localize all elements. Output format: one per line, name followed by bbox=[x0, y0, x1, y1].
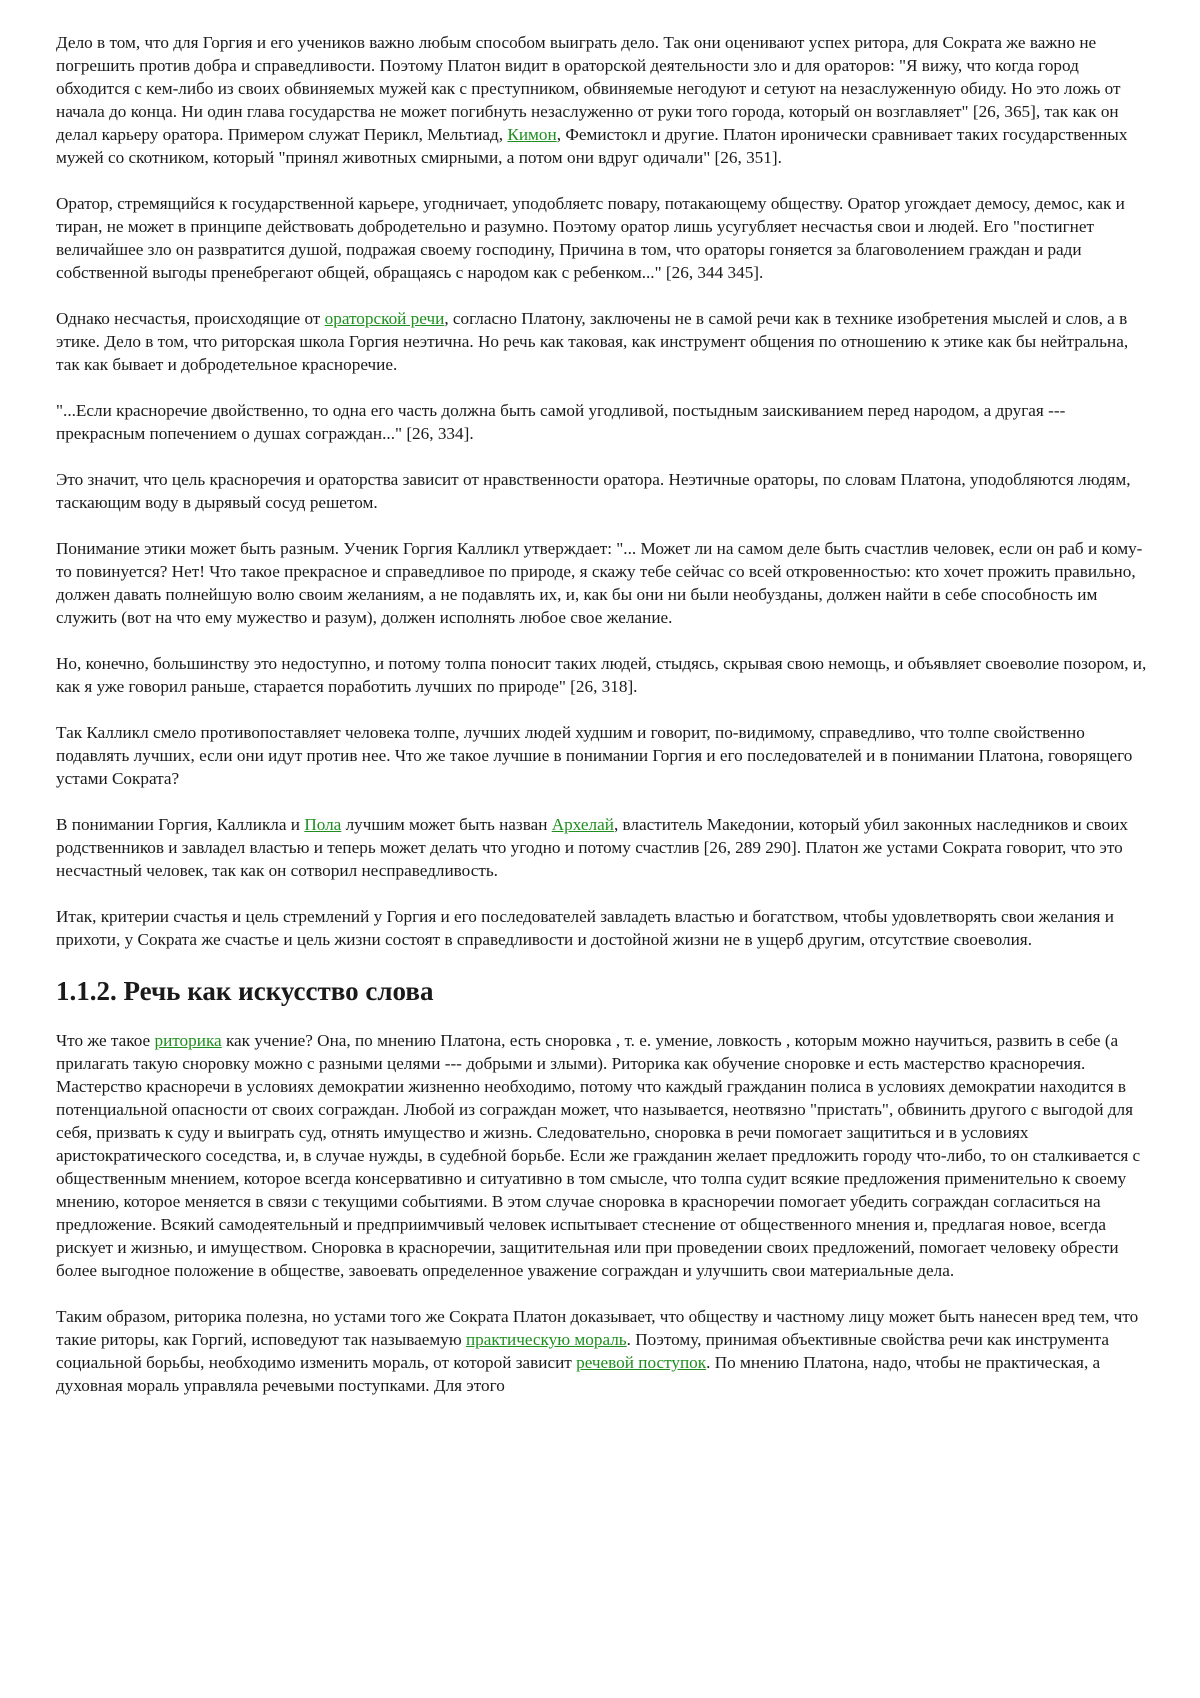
paragraph-text: как учение? Она, по мнению Платона, есть сноровка , т. е. умение, ловкость , которым можно научиться, развить в себе (а прилагать такую сноровку можно с разными целями --- добрыми и злыми). Риторика как обучение сноровке и есть мастерство красноречия. Мастерство красноречи в условиях демократии жизненно необходимо, потому что каждый гражданин полиса в условиях демократии находится в потенциальной опасности от своих сограждан. Любой из сограждан может, что называется, неотвязно "пристать", обвинить другого с выгодой для себя, призвать к суду и выиграть суд, отнять имущество и жизнь. Следовательно, сноровка в речи помогает защититься и в условиях аристократического соседства, и, в случае нужды, в судебной борьбе. Если же гражданин желает предложить городу что-либо, то он сталкивается с общественным мнением, которое всегда консервативно и ситуативно в том смысле, что толпа судит всякие предложения применительно к своему мнению, которое меняется в связи с текущими событиями. В этом случае сноровка в красноречии помогает убедить сограждан согласиться на предложение. Всякий самодеятельный и предприимчивый человек испытывает стеснение от общественного мнения и, предлагая новое, всегда рискует и жизнью, и имуществом. Сноровка в красноречии, защитительная или при проведении своих предложений, помогает человеку обрести более выгодное положение в обществе, завоевать определенное уважение сограждан и улучшить свои материальные дела. bbox=[56, 1031, 1141, 1280]
paragraph bbox=[56, 813, 1152, 882]
paragraph-text: Оратор, стремящийся к государственной карьере, угодничает, уподобляетс повару, потакающему обществу. Оратор угождает демосу, демос, как и тиран, не может в принципе действовать добродетельно и разумно. Поэтому оратор лишь усугубляет несчастья свои и людей. Его "постигнет величайшее зло он развратится душой, подражая своему господину, Причина в том, что ораторы гоняется за благоволением граждан и ради собственной выгоды пренебрегают общей, обращаясь с народом как с ребенком..." [26, 344 345]. bbox=[56, 194, 1125, 282]
link-риторика[interactable]: риторика bbox=[154, 1031, 222, 1050]
paragraph-text: В понимании Горгия, Калликла и bbox=[56, 815, 305, 834]
paragraph-text: лучшим может быть назван bbox=[341, 815, 552, 834]
paragraph bbox=[56, 399, 1152, 445]
paragraph-text: Но, конечно, большинству это недоступно, и потому толпа поносит таких людей, стыдясь, скрывая свою немощь, и объявляет своеволие позором, и, как я уже говорил раньше, старается поработить лучших по природе" [26, 318]. bbox=[56, 654, 1147, 696]
link-практическую-мораль[interactable]: практическую мораль bbox=[465, 1330, 627, 1349]
link-архелай[interactable]: Архелай bbox=[551, 815, 614, 834]
paragraph-text: , Фемистокл и другие. Платон иронически сравнивает таких государственных мужей со скотником, который "принял животных смирными, а потом они вдруг одичали" [26, 351]. bbox=[56, 125, 1128, 167]
paragraph-text: , властитель Македонии, который убил законных наследников и своих родственников и завладел властью и теперь может делать что угодно и потому счастлив [26, 289 290]. Платон же устами Сократа говорит, что это несчастный человек, так как он сотворил несправедливость. bbox=[56, 815, 1129, 880]
paragraph bbox=[56, 31, 1152, 169]
paragraph-text: "...Если красноречие двойственно, то одна его часть должна быть самой угодливой, постыдным заискиванием перед народом, а другая --- прекрасным попечением о душах сограждан..." [26, 334]. bbox=[56, 401, 1066, 443]
paragraph-text: , согласно Платону, заключены не в самой речи как в технике изобретения мыслей и слов, а в этике. Дело в том, что риторская школа Горгия неэтична. Но речь как таковая, как инструмент общения по отношению к этике как бы нейтральна, так как бывает и добродетельное красноречие. bbox=[56, 309, 1129, 374]
link-речевой-поступок[interactable]: речевой поступок bbox=[576, 1353, 707, 1372]
paragraph bbox=[56, 721, 1152, 790]
paragraph-text: Это значит, что цель красноречия и ораторства зависит от нравственности оратора. Неэтичные ораторы, по словам Платона, уподобляются людям, таскающим воду в дырявый сосуд решетом. bbox=[56, 470, 1131, 512]
link-ораторской-речи[interactable]: ораторской речи bbox=[324, 309, 445, 328]
link-кимон[interactable]: Кимон bbox=[507, 125, 557, 144]
paragraph-text: Так Калликл смело противопоставляет человека толпе, лучших людей худшим и говорит, по-видимому, справедливо, что толпе свойственно подавлять лучших, если они идут против нее. Что же такое лучшие в понимании Горгия и его последователей и в понимании Платона, говорящего устами Сократа? bbox=[56, 723, 1133, 788]
paragraph-text: Таким образом, риторика полезна, но устами того же Сократа Платон доказывает, что обществу и частному лицу может быть нанесен вред тем, что такие риторы, как Горгий, исповедуют так называемую bbox=[56, 1307, 1139, 1349]
paragraph-text: Что же такое bbox=[56, 1031, 155, 1050]
paragraph bbox=[56, 1029, 1152, 1282]
paragraph bbox=[56, 905, 1152, 951]
link-пола[interactable]: Пола bbox=[304, 815, 342, 834]
paragraph-text: Итак, критерии счастья и цель стремлений у Горгия и его последователей завладеть властью и богатством, чтобы удовлетворять свои желания и прихоти, у Сократа же счастье и цель жизни состоят в справедливости и достойной жизни не в ущерб другим, отсутствие своеволия. bbox=[56, 907, 1114, 949]
section-heading: 1.1.2. Речь как искусство слова bbox=[56, 976, 434, 1006]
paragraph bbox=[56, 537, 1152, 629]
article-body-before-heading bbox=[56, 31, 1152, 951]
paragraph bbox=[56, 1305, 1152, 1397]
paragraph-text: . По мнению Платона, надо, чтобы не практическая, а духовная мораль управляла речевыми поступками. Для этого bbox=[56, 1353, 1101, 1395]
paragraph bbox=[56, 652, 1152, 698]
paragraph-text: Дело в том, что для Горгия и его учеников важно любым способом выиграть дело. Так они оценивают успех ритора, для Сократа же важно не погрешить против добра и справедливости. Поэтому Платон видит в ораторской деятельности зло и для ораторов: "Я вижу, что когда город обходится с кем-либо из своих обвиняемых мужей как с преступником, обвиняемые негодуют и сетуют на незаслуженную обиду. Но это ложь от начала до конца. Ни один глава государства не может погибнуть незаслуженно от руки того города, который он возглавляет" [26, 365], так как он делал карьеру оратора. Примером служат Перикл, Мельтиад, bbox=[56, 33, 1121, 144]
paragraph-text: Однако несчастья, происходящие от bbox=[56, 309, 325, 328]
paragraph-text: Понимание этики может быть разным. Ученик Горгия Калликл утверждает: "... Может ли на самом деле быть счастлив человек, если он раб и кому-то повинуется? Нет! Что такое прекрасное и справедливое по природе, я скажу тебе сейчас со всей откровенностью: кто хочет прожить правильно, должен давать полнейшую волю своим желаниям, а не подавлять их, и, как бы они ни были необузданы, должен найти в себе способность им служить (вот на что ему мужество и разум), должен исполнять любое свое желание. bbox=[56, 539, 1143, 627]
paragraph-text: . Поэтому, принимая объективные свойства речи как инструмента социальной борьбы, необходимо изменить мораль, от которой зависит bbox=[56, 1330, 1109, 1372]
article-body-after-heading bbox=[56, 1029, 1152, 1397]
paragraph bbox=[56, 468, 1152, 514]
paragraph bbox=[56, 307, 1152, 376]
paragraph bbox=[56, 192, 1152, 284]
